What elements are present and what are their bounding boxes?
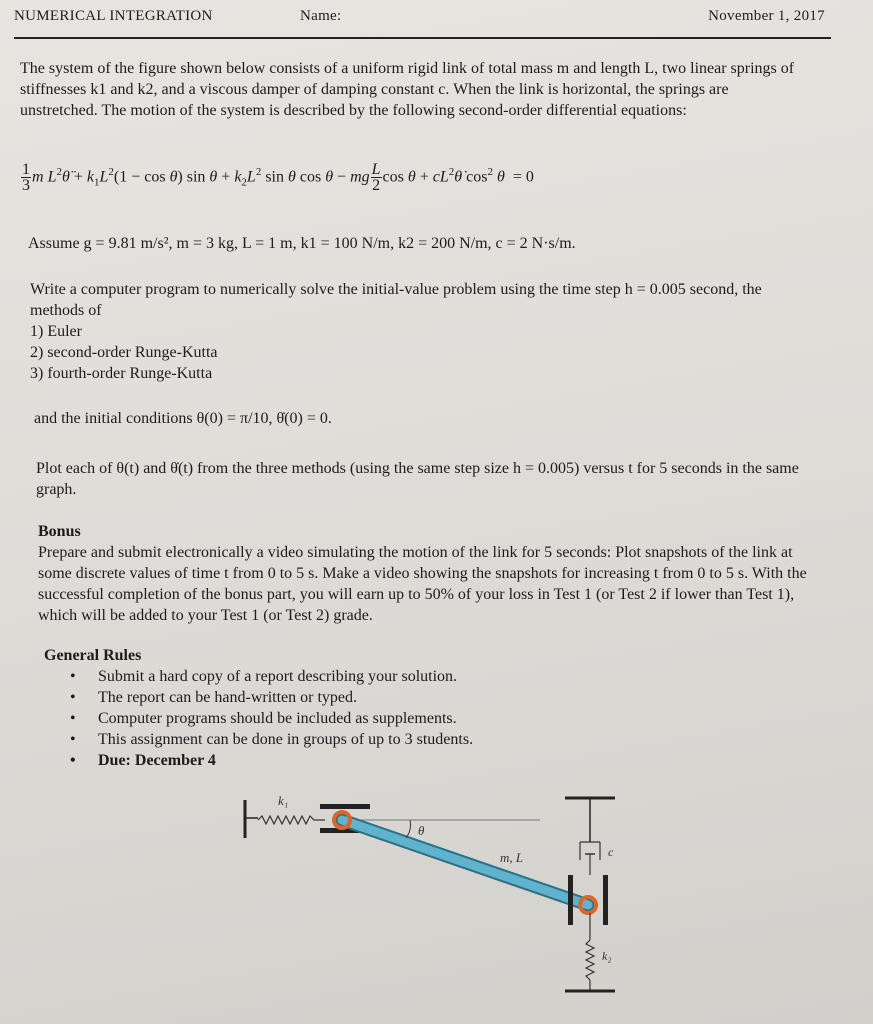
rules-heading: General Rules [44, 647, 142, 664]
task-text: Write a computer program to numerically solve the initial-value problem using the time step h = 0.005 second, the methods of [30, 281, 762, 319]
k1-label: k₁ [278, 793, 289, 808]
c-label: c [608, 845, 614, 859]
slider-guide-right [603, 875, 608, 925]
rule-item-text: This assignment can be done in groups of up to 3 students. [98, 731, 474, 748]
method-item: 3) fourth-order Runge-Kutta [30, 365, 213, 382]
plot-instruction: Plot each of θ(t) and θ̇(t) from the three methods (using the same step size h = 0.005) versus t for 5 seconds in the same graph. [36, 460, 799, 498]
link-label: m, L [500, 850, 524, 865]
rule-item: • Submit a hard copy of a report describing your solution. [70, 666, 473, 687]
rule-item: • The report can be hand-written or typed. [70, 687, 473, 708]
document-date: November 1, 2017 [708, 8, 825, 24]
assumptions: Assume g = 9.81 m/s², m = 3 kg, L = 1 m, k1 = 100 N/m, k2 = 200 N/m, c = 2 N·s/m. [28, 235, 576, 252]
slider-guide-top [320, 804, 370, 809]
name-label: Name: [300, 8, 342, 24]
bonus-paragraph: Prepare and submit electronically a video simulating the motion of the link for 5 seconds: Plot snapshots of the link at some discrete values of time t from 0 to 5 s. Make a video showing the snapshots for increasing t from 0 to 5 s. With the successful completion of the bonus part, you will earn up to 50% of your loss in Test 1 (or Test 2 if lower than Test 1), which will be added to your Test 1 (or Test 2) grade. [38, 544, 807, 624]
rules-list [70, 666, 473, 771]
initial-conditions: and the initial conditions θ(0) = π/10, θ̇(0) = 0. [34, 410, 332, 427]
spring-k1 [258, 816, 325, 824]
rule-item [70, 750, 473, 771]
header-divider [14, 37, 831, 39]
rule-item-text: Due: December 4 [98, 752, 216, 769]
method-item: 1) Euler [30, 323, 82, 340]
task-paragraph [30, 279, 810, 384]
bonus-heading: Bonus [38, 523, 81, 540]
k2-label: k₂ [602, 949, 612, 963]
method-item: 2) second-order Runge-Kutta [30, 344, 218, 361]
rigid-link [342, 820, 588, 905]
mechanism-figure [230, 780, 650, 1020]
spring-k2 [586, 940, 594, 980]
rule-item [70, 729, 473, 750]
angle-arc [406, 820, 411, 838]
slider-guide-left [568, 875, 573, 925]
differential-equation: $\frac{1}{3}$ m $L^2\thetä + k_1L^2(1 - \cos \theta)$ $\sin \theta + k_2L^2$ sin θ cos θ − mg $\frac{L}{2}$ $\cos \theta + cL^2\thetȧ$ $\cos^2 \theta = 0$ [22, 161, 534, 195]
intro-paragraph: The system of the figure shown below consists of a uniform rigid link of total mass m and length L, two linear springs of stiffnesses k1 and k2, and a viscous damper of damping constant c. When the link is horizontal, the springs are unstretched. The motion of the system is described by the following second-order differential equations: [20, 60, 795, 119]
theta-label: θ [418, 823, 425, 838]
rule-item: • Computer programs should be included as supplements. [70, 708, 473, 729]
document-title: NUMERICAL INTEGRATION [14, 8, 213, 24]
